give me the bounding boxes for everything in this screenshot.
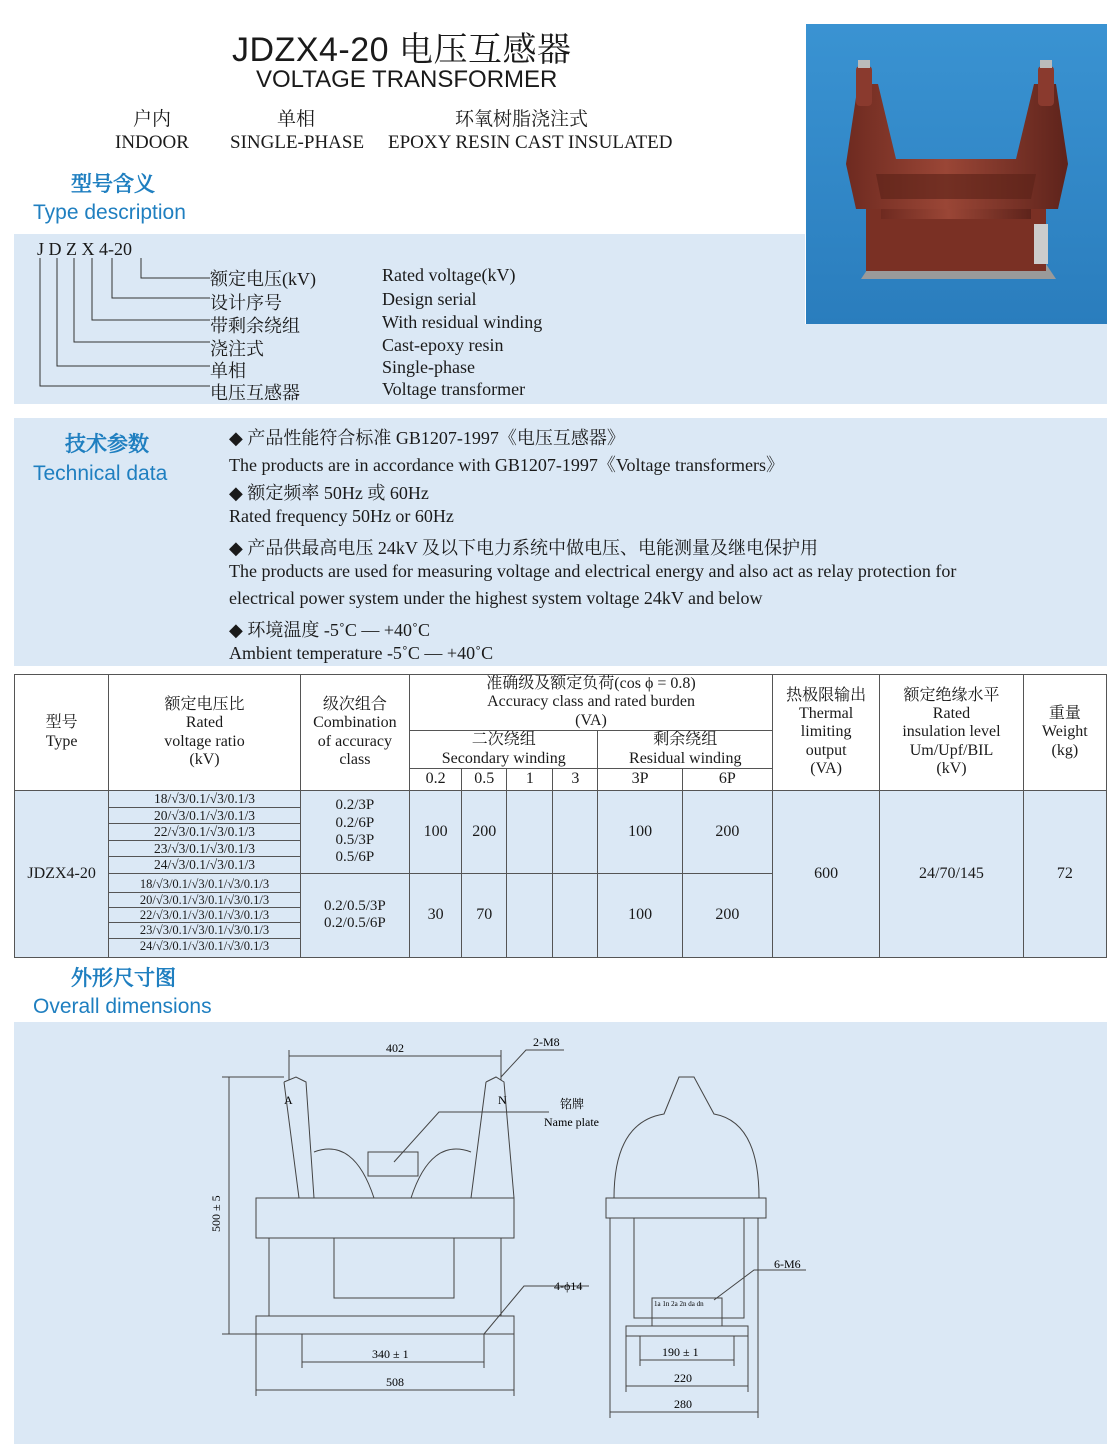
tech-line-3: ◆ 额定频率 50Hz 或 60Hz — [229, 483, 429, 503]
dim-220: 220 — [674, 1371, 692, 1385]
code-item-en-single: Single-phase — [382, 357, 475, 377]
header-sub-02: 0.2 — [410, 769, 462, 791]
code-4: 4 — [99, 239, 109, 259]
code-item-en-vt: Voltage transformer — [382, 379, 526, 399]
dim-500: 500 ± 5 — [209, 1195, 223, 1232]
cell-g1-1 — [507, 791, 553, 874]
cell-g2-05: 70 — [462, 873, 507, 957]
cell-insulation: 24/70/145 — [880, 791, 1023, 958]
code-item-zh-serial: 设计序号 — [210, 293, 282, 313]
technical-data-title-en: Technical data — [33, 462, 168, 485]
header-weight: 重量 Weight (kg) — [1023, 675, 1106, 791]
code-item-zh-residual: 带剩余绕组 — [210, 316, 300, 336]
cell-weight: 72 — [1023, 791, 1106, 958]
header-sub-05: 0.5 — [462, 769, 507, 791]
code-d: D — [48, 239, 62, 259]
header-ratio: 额定电压比 Rated voltage ratio (kV) — [109, 675, 301, 791]
code-item-en-voltage: Rated voltage(kV) — [382, 265, 516, 285]
dim-508: 508 — [386, 1375, 404, 1389]
dim-4-holes: 4-ϕ14 — [554, 1279, 583, 1293]
product-photo — [806, 24, 1107, 324]
code-z: Z — [66, 239, 78, 259]
header-accuracy: 准确级及额定负荷(cos ϕ = 0.8) Accuracy class and rated burden (VA) — [410, 675, 773, 731]
header-sub-1: 1 — [507, 769, 553, 791]
cell-g1-3 — [553, 791, 598, 874]
feature-en-indoor: INDOOR — [115, 132, 189, 153]
header-sub-3: 3 — [553, 769, 598, 791]
code-item-zh-vt: 电压互感器 — [210, 383, 300, 403]
model-code — [37, 239, 132, 260]
header-thermal: 热极限输出 Thermal limiting output (VA) — [773, 675, 880, 791]
dim-280: 280 — [674, 1397, 692, 1411]
code-item-en-cast: Cast-epoxy resin — [382, 335, 504, 355]
tech-line-1: ◆ 产品性能符合标准 GB1207-1997《电压互感器》 — [229, 428, 625, 448]
tech-line-8: ◆ 环境温度 -5˚C — +40˚C — [229, 620, 430, 640]
header-secondary: 二次绕组 Secondary winding — [410, 731, 598, 769]
cell-ratios-group2: 18/√3/0.1/√3/0.1/√3/0.1/3 20/√3/0.1/√3/0.1/√3/0.1/3 22/√3/0.1/√3/0.1/√3/0.1/3 23/√3/0.1/√3/0.1/√3/0.1/3 24/√3/0.1/√3/0.1/√3/0.1/3 — [109, 873, 301, 957]
cell-g1-02: 100 — [410, 791, 462, 874]
code-20: -20 — [108, 239, 133, 259]
page-subtitle: VOLTAGE TRANSFORMER — [256, 66, 558, 93]
terminal-labels: 1a 1n 2a 2n da dn — [654, 1300, 704, 1308]
table-row — [15, 791, 1107, 874]
feature-zh-single-phase: 单相 — [277, 109, 316, 130]
header-sub-6p: 6P — [682, 769, 772, 791]
tech-line-9: Ambient temperature -5˚C — +40˚C — [229, 643, 494, 663]
header-sub-3p: 3P — [598, 769, 682, 791]
dimensions-title-en: Overall dimensions — [33, 995, 212, 1018]
terminal-a: A — [284, 1093, 293, 1107]
cell-g2-02: 30 — [410, 873, 462, 957]
code-bracket-lines — [30, 258, 215, 398]
tech-line-7: electrical power system under the highest system voltage 24kV and below — [229, 588, 763, 608]
cell-g1-05: 200 — [462, 791, 507, 874]
tech-line-4: Rated frequency 50Hz or 60Hz — [229, 506, 454, 526]
type-description-title-en: Type description — [33, 201, 186, 224]
nameplate-zh: 铭牌 — [560, 1097, 585, 1111]
terminal-n: N — [498, 1093, 507, 1107]
cell-combos-group1: 0.2/3P 0.2/6P 0.5/3P 0.5/6P — [300, 791, 409, 874]
type-description-panel-right — [805, 324, 1107, 404]
feature-en-single-phase: SINGLE-PHASE — [230, 132, 365, 153]
tech-line-2: The products are in accordance with GB1207-1997《Voltage transformers》 — [229, 455, 785, 475]
code-item-en-residual: With residual winding — [382, 312, 543, 332]
header-combination: 级次组合 Combination of accuracy class — [300, 675, 409, 791]
code-x: X — [81, 239, 95, 259]
cell-g2-3p: 100 — [598, 873, 682, 957]
dim-2-m8: 2-M8 — [533, 1035, 560, 1049]
header-residual: 剩余绕组 Residual winding — [598, 731, 773, 769]
header-type: 型号 Type — [15, 675, 109, 791]
tech-line-6: The products are used for measuring voltage and electrical energy and also act as relay protection for — [229, 561, 957, 581]
code-item-zh-voltage: 额定电压(kV) — [210, 269, 316, 289]
code-item-zh-single: 单相 — [210, 361, 246, 381]
tech-line-5: ◆ 产品供最高电压 24kV 及以下电力系统中做电压、电能测量及继电保护用 — [229, 538, 819, 558]
dimensions-title-zh: 外形尺寸图 — [71, 966, 176, 990]
code-item-zh-cast: 浇注式 — [210, 339, 264, 359]
spec-table — [14, 674, 1107, 958]
cell-g1-6p: 200 — [682, 791, 772, 874]
cell-g1-3p: 100 — [598, 791, 682, 874]
feature-zh-epoxy: 环氧树脂浇注式 — [455, 109, 589, 130]
cell-g2-3 — [553, 873, 598, 957]
feature-en-epoxy: EPOXY RESIN CAST INSULATED — [388, 132, 673, 153]
type-description-title-zh: 型号含义 — [71, 172, 155, 196]
dim-402: 402 — [386, 1041, 404, 1055]
nameplate-en: Name plate — [544, 1115, 599, 1129]
cell-type: JDZX4-20 — [15, 791, 109, 958]
page-title: JDZX4-20 电压互感器 — [232, 31, 572, 69]
code-j: J — [37, 239, 45, 259]
cell-ratios-group1: 18/√3/0.1/√3/0.1/3 20/√3/0.1/√3/0.1/3 22/√3/0.1/√3/0.1/3 23/√3/0.1/√3/0.1/3 24/√3/0.1/√3/0.1/3 — [109, 791, 301, 874]
dim-190: 190 ± 1 — [662, 1345, 699, 1359]
dim-6-m6: 6-M6 — [774, 1257, 801, 1271]
technical-data-title-zh: 技术参数 — [65, 432, 149, 456]
cell-combos-group2: 0.2/0.5/3P 0.2/0.5/6P — [300, 873, 409, 957]
code-item-en-serial: Design serial — [382, 289, 477, 309]
dim-340: 340 ± 1 — [372, 1347, 409, 1361]
cell-g2-1 — [507, 873, 553, 957]
feature-zh-indoor: 户内 — [133, 109, 172, 130]
cell-thermal: 600 — [773, 791, 880, 958]
header-insulation: 额定绝缘水平 Rated insulation level Um/Upf/BIL (kV) — [880, 675, 1023, 791]
cell-g2-6p: 200 — [682, 873, 772, 957]
dimension-drawing — [14, 1022, 1107, 1444]
